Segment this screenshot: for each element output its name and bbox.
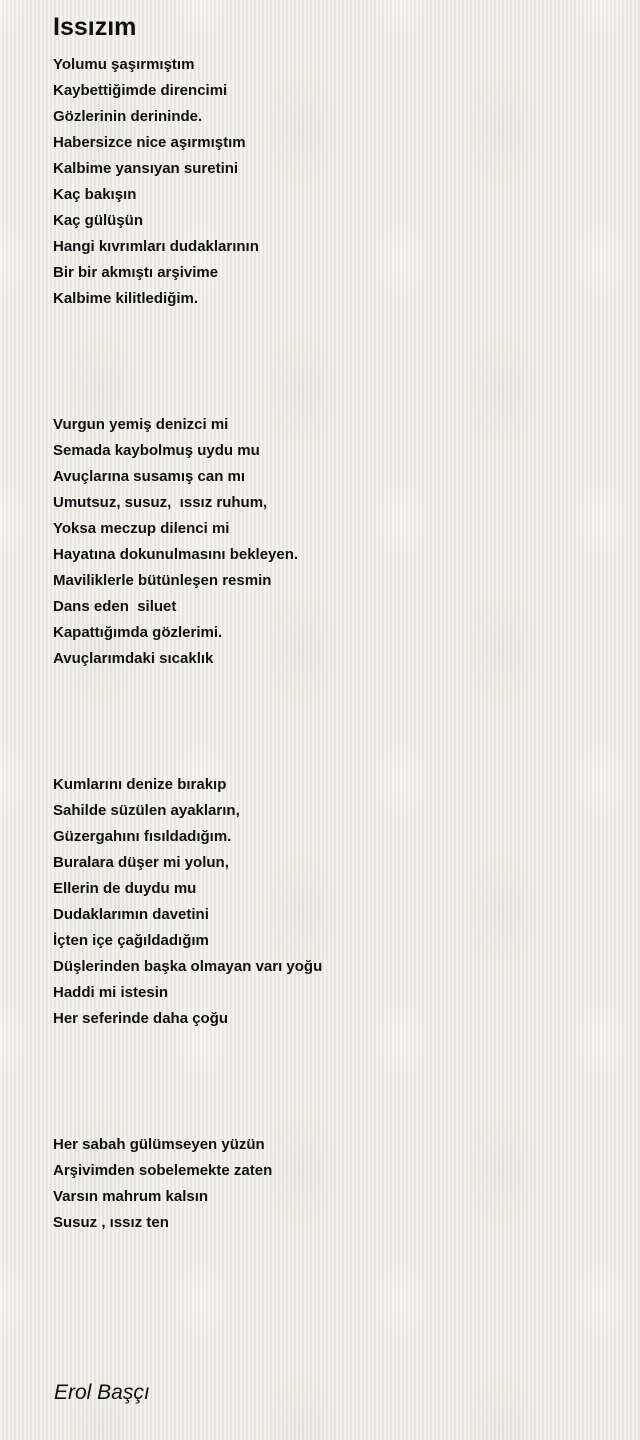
poem-line: İçten içe çağıldadığım xyxy=(53,932,209,949)
poem-line: Dudaklarımın davetini xyxy=(53,906,209,923)
poem-line: Vurgun yemiş denizci mi xyxy=(53,416,229,433)
poem-line: Kalbime yansıyan suretini xyxy=(53,160,239,177)
stanza-3 xyxy=(53,772,613,1032)
poem-line: Sahilde süzülen ayakların, xyxy=(53,802,240,819)
poem-line: Varsın mahrum kalsın xyxy=(53,1188,209,1205)
poem-line: Kapattığımda gözlerimi. xyxy=(53,624,223,641)
poem-author: Erol Başçı xyxy=(54,1381,150,1404)
poem-line: Ellerin de duydu mu xyxy=(53,880,197,897)
poem-line: Bir bir akmıştı arşivime xyxy=(53,264,219,281)
poem-line: Kaç gülüşün xyxy=(53,212,144,229)
poem-line: Düşlerinden başka olmayan varı yoğu xyxy=(53,958,323,975)
poem-title: Issızım xyxy=(53,13,137,41)
poem-line: Buralara düşer mi yolun, xyxy=(53,854,229,871)
poem-line: Umutsuz, susuz, ıssız ruhum, xyxy=(53,494,268,511)
stanza-2 xyxy=(53,412,613,672)
poem-line: Gözlerinin derininde. xyxy=(53,108,203,125)
poem-line: Dans eden siluet xyxy=(53,598,177,615)
poem-line: Yoksa meczup dilenci mi xyxy=(53,520,230,537)
poem-line: Susuz , ıssız ten xyxy=(53,1214,169,1231)
poem-line: Habersizce nice aşırmıştım xyxy=(53,134,246,151)
poem-line: Haddi mi istesin xyxy=(53,984,169,1001)
poem-line: Kalbime kilitlediğim. xyxy=(53,290,199,307)
poem-line: Her sabah gülümseyen yüzün xyxy=(53,1136,265,1153)
poem-body xyxy=(53,52,613,1236)
poem-line: Avuçlarımdaki sıcaklık xyxy=(53,650,214,667)
poem-line: Hangi kıvrımları dudaklarının xyxy=(53,238,259,255)
poem-line: Güzergahını fısıldadığım. xyxy=(53,828,232,845)
poem-line: Yolumu şaşırmıştım xyxy=(53,56,195,73)
poem-line: Avuçlarına susamış can mı xyxy=(53,468,246,485)
poem-line: Kaybettiğimde direncimi xyxy=(53,82,228,99)
poem-line: Maviliklerle bütünleşen resmin xyxy=(53,572,272,589)
poem-line: Semada kaybolmuş uydu mu xyxy=(53,442,260,459)
poem-line: Kaç bakışın xyxy=(53,186,137,203)
stanza-4 xyxy=(53,1132,613,1236)
poem-line: Kumlarını denize bırakıp xyxy=(53,776,227,793)
stanza-1 xyxy=(53,52,613,312)
poem-line: Arşivimden sobelemekte zaten xyxy=(53,1162,273,1179)
poem-line: Her seferinde daha çoğu xyxy=(53,1010,229,1027)
poem-line: Hayatına dokunulmasını bekleyen. xyxy=(53,546,299,563)
